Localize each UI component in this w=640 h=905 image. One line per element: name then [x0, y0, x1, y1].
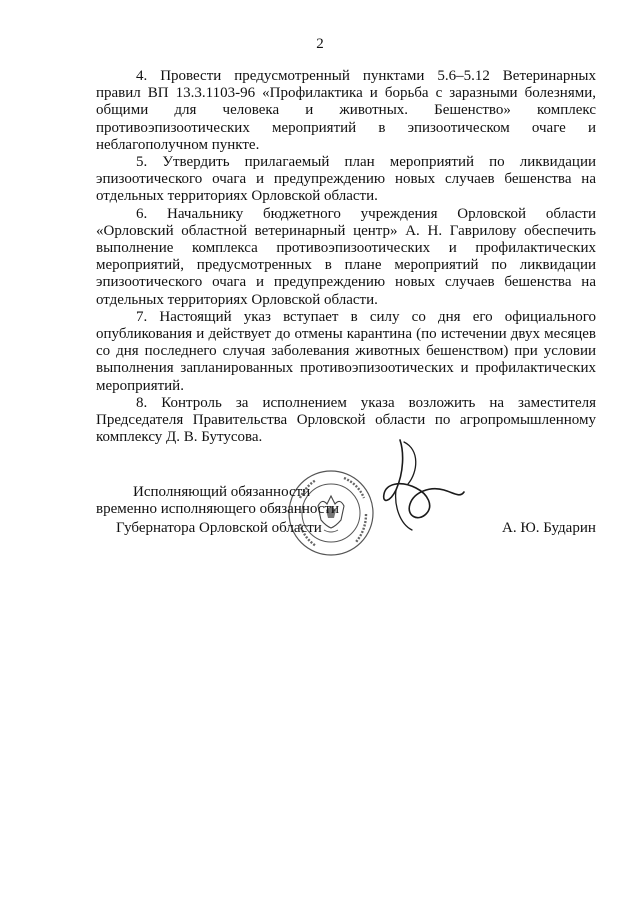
paragraph-8: 8. Контроль за исполнением указа возложить на заместителя Председателя Правительства Орловской области по агропромышленному комплексу Д. В. Бутусова. — [96, 394, 596, 446]
paragraph-5: 5. Утвердить прилагаемый план мероприятий по ликвидации эпизоотического очага и предупреждению новых случаев бешенства на отдельных территориях Орловской области. — [96, 154, 596, 205]
paragraph-6: 6. Начальнику бюджетного учреждения Орловской области «Орловский областной ветеринарный центр» А. Н. Гаврилову обеспечить выполнение комплекса противоэпизоотических и профилактических мероприятий, предусмотренных в плане мероприятий по ликвидации эпизоотического очага и предупреждению новых случаев бешенства на отдельных территориях Орловской области. — [96, 205, 596, 308]
signatory-name: А. Ю. Бударин — [502, 520, 596, 536]
paragraph-4: 4. Провести предусмотренный пунктами 5.6–5.12 Ветеринарных правил ВП 13.3.1103-96 «Профилактика и борьба с заразными болезнями, общими для человека и животных. Бешенство» комплекс противоэпизоотических мероприятий в эпизоотическом очаге и неблагополучном пункте. — [96, 68, 596, 153]
page-number: 2 — [316, 36, 324, 52]
signatory-title-line-2: временно исполняющего обязанности — [96, 501, 339, 517]
signatory-title-line-3: Губернатора Орловской области — [116, 520, 322, 536]
paragraph-7: 7. Настоящий указ вступает в силу со дня его официального опубликования и действует до отмены карантина (по истечении двух месяцев со дня последнего случая заболевания животных бешенством) при условии выполнения запланированных противоэпизоотических и профилактических мероприятий. — [96, 308, 596, 394]
signatory-title-line-1: Исполняющий обязанности — [133, 484, 311, 500]
handwritten-signature — [360, 432, 470, 542]
